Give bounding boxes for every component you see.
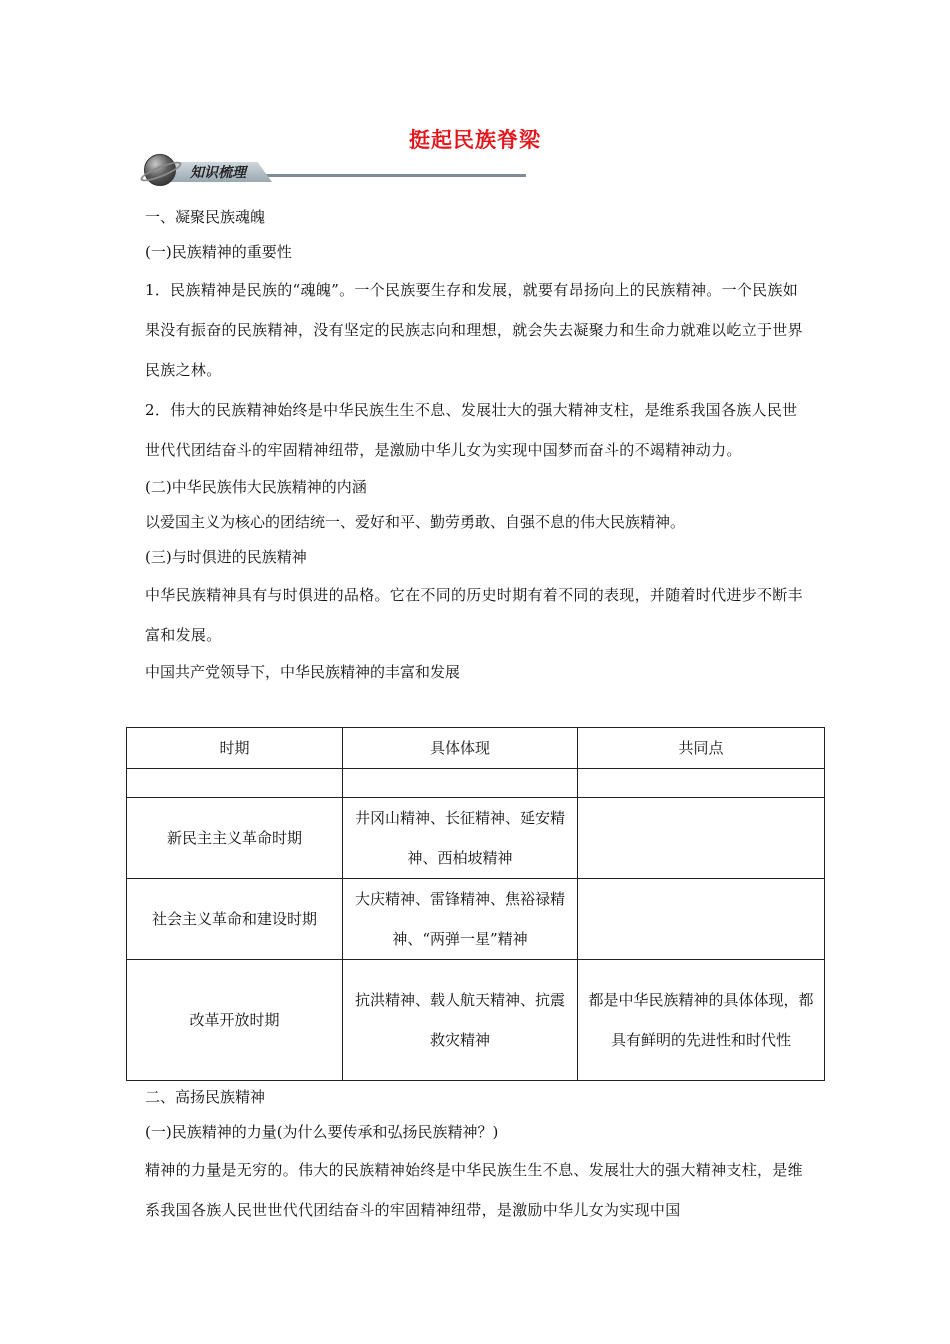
- table-row: [127, 879, 825, 960]
- cell-common: [578, 879, 825, 960]
- cell-detail: [343, 769, 578, 798]
- section-banner: [144, 150, 526, 190]
- paragraph-4: 中华民族精神具有与时俱进的品格。它在不同的历史时期有着不同的表现，并随着时代进步不断丰富和发展。: [145, 586, 803, 644]
- globe-icon: [144, 154, 176, 186]
- table-row: [127, 798, 825, 879]
- section-1: [145, 200, 810, 690]
- cell-detail: 大庆精神、雷锋精神、焦裕禄精神、“两弹一星”精神: [343, 879, 578, 960]
- spirit-table: [126, 727, 825, 1081]
- subsection-1-heading: (一)民族精神的重要性: [145, 243, 292, 261]
- header-period: 时期: [127, 728, 343, 769]
- paragraph-3: 以爱国主义为核心的团结统一、爱好和平、勤劳勇敢、自强不息的伟大民族精神。: [145, 513, 686, 531]
- page-title: 挺起民族脊梁: [409, 128, 541, 152]
- section-2: [145, 1080, 810, 1230]
- subsection-heading: (一)民族精神的力量(为什么要传承和弘扬民族精神？): [145, 1123, 499, 1141]
- cell-common: 都是中华民族精神的具体体现，都具有鲜明的先进性和时代性: [578, 960, 825, 1081]
- paragraph-5: 精神的力量是无穷的。伟大的民族精神始终是中华民族生生不息、发展壮大的强大精神支柱，是维系我国各族人民世世代代团结奋斗的牢固精神纽带，是激励中华儿女为实现中国: [145, 1161, 803, 1219]
- cell-period: [127, 769, 343, 798]
- subsection-2-heading: (二)中华民族伟大民族精神的内涵: [145, 478, 367, 496]
- header-detail: 具体体现: [343, 728, 578, 769]
- cell-period: 新民主主义革命时期: [127, 798, 343, 879]
- header-common: 共同点: [578, 728, 825, 769]
- cell-common: [578, 798, 825, 879]
- paragraph-1: 1．民族精神是民族的“魂魄”。一个民族要生存和发展，就要有昂扬向上的民族精神。一个民族如果没有振奋的民族精神，没有坚定的民族志向和理想，就会失去凝聚力和生命力就难以屹立于世界民族之林。: [145, 281, 803, 379]
- banner-label: 知识梳理: [190, 165, 246, 181]
- cell-period: 社会主义革命和建设时期: [127, 879, 343, 960]
- section-2-heading: 二、高扬民族精神: [145, 1088, 266, 1106]
- cell-period: 改革开放时期: [127, 960, 343, 1081]
- section-1-heading: 一、凝聚民族魂魄: [145, 208, 266, 226]
- paragraph-2: 2．伟大的民族精神始终是中华民族生生不息、发展壮大的强大精神支柱，是维系我国各族人民世世代代团结奋斗的牢固精神纽带，是激励中华儿女为实现中国梦而奋斗的不竭精神动力。: [145, 401, 798, 459]
- cell-detail: 抗洪精神、载人航天精神、抗震救灾精神: [343, 960, 578, 1081]
- subsection-3-heading: (三)与时俱进的民族精神: [145, 548, 307, 566]
- cell-common: [578, 769, 825, 798]
- table-header-row: [127, 728, 825, 769]
- table-caption: 中国共产党领导下，中华民族精神的丰富和发展: [145, 663, 461, 681]
- table-row: [127, 960, 825, 1081]
- table-row: [127, 769, 825, 798]
- cell-detail: 井冈山精神、长征精神、延安精神、西柏坡精神: [343, 798, 578, 879]
